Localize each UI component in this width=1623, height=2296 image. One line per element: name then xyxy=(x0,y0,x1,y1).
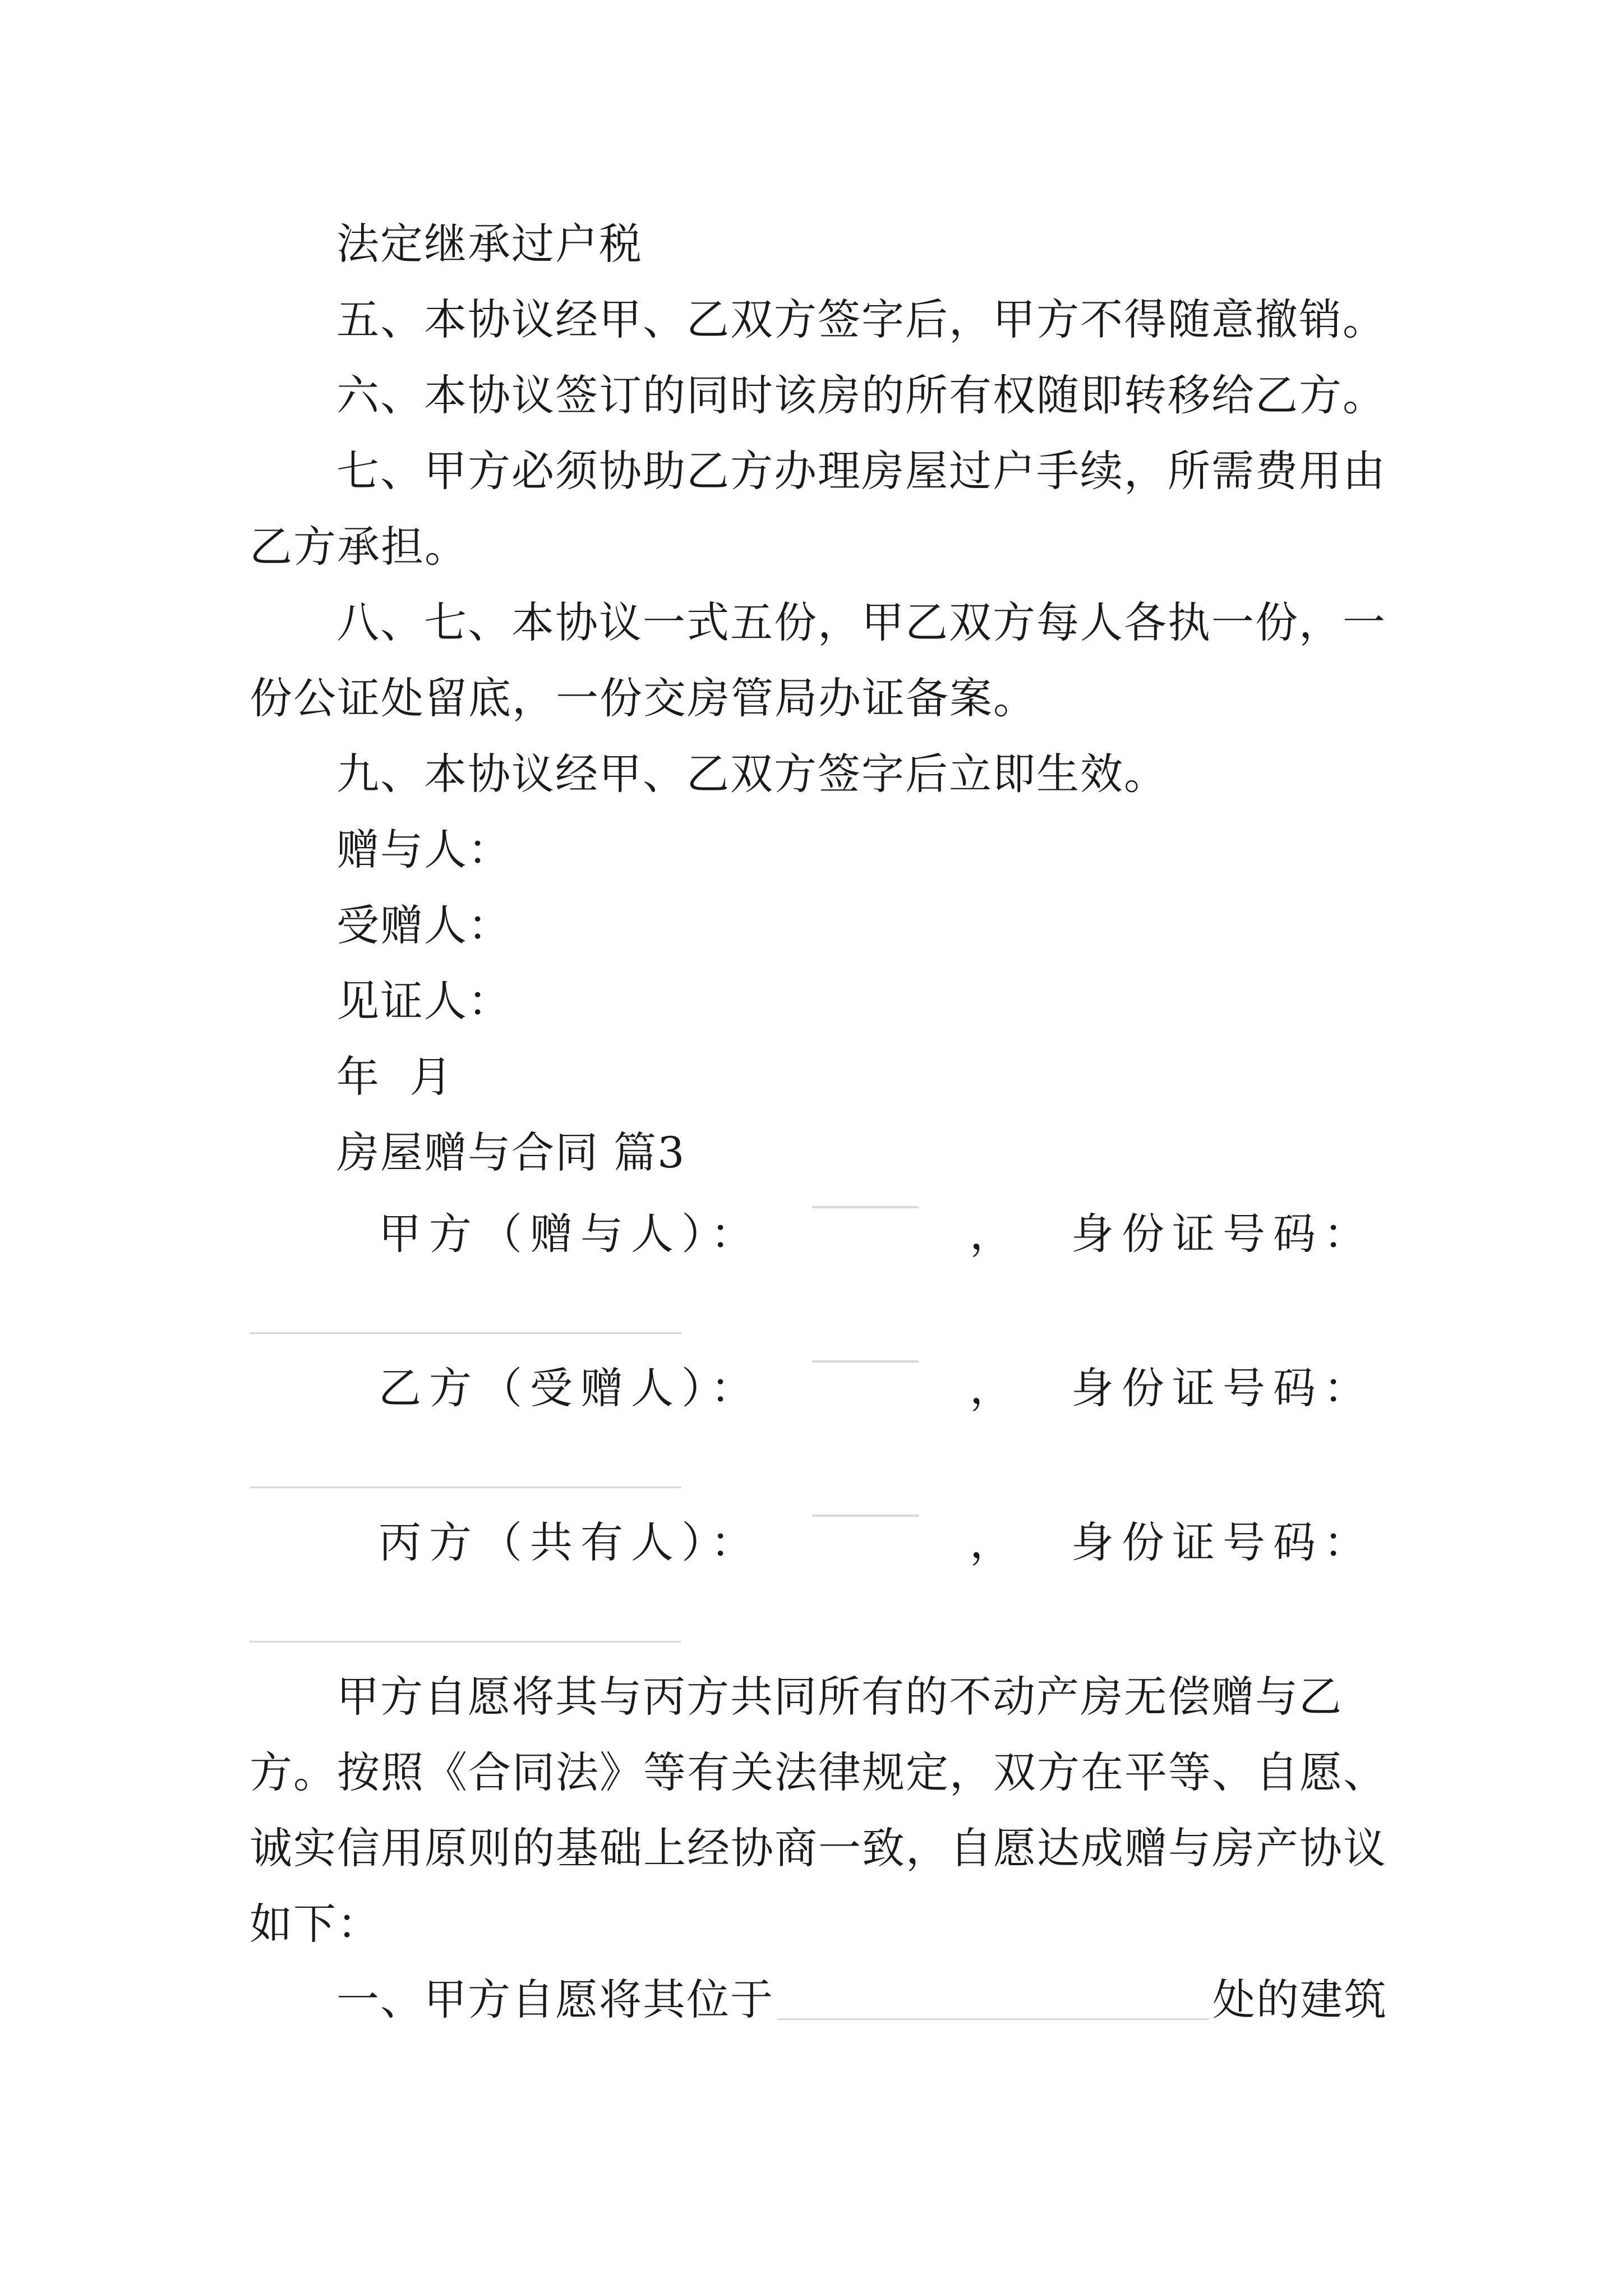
signature-label-donee: 受赠人： xyxy=(336,900,511,950)
intro-line: 诚实信用原则的基础上经协商一致，自愿达成赠与房产协议 xyxy=(250,1823,1387,1873)
intro-line: 甲方自愿将其与丙方共同所有的不动产房无偿赠与乙 xyxy=(336,1672,1343,1722)
id-number-label: 身份证号码： xyxy=(1071,1517,1374,1567)
text-line: 五、本协议经甲、乙双方签字后，甲方不得随意撤销。 xyxy=(336,295,1386,344)
comma: ， xyxy=(970,1517,1020,1567)
party-b-id-blank[interactable] xyxy=(250,1487,681,1488)
party-a-label: 甲方（赠与人）： xyxy=(379,1209,761,1259)
comma: ， xyxy=(970,1209,1020,1259)
party-b-label: 乙方（受赠人）： xyxy=(379,1363,761,1413)
clause-1-line xyxy=(336,1972,1387,2028)
section-title: 房屋赠与合同 篇3 xyxy=(336,1128,686,1177)
intro-line: 如下： xyxy=(250,1899,381,1949)
date-line: 年 月 xyxy=(336,1052,454,1102)
signature-label-witness: 见证人： xyxy=(336,976,511,1026)
party-b-row xyxy=(379,1360,1374,1416)
id-number-label: 身份证号码： xyxy=(1071,1209,1374,1259)
party-a-row xyxy=(379,1206,1374,1262)
text-line: 九、本协议经甲、乙双方签字后立即生效。 xyxy=(336,749,1168,799)
clause-1-text: 一、甲方自愿将其位于 xyxy=(336,1975,774,2024)
party-c-row xyxy=(379,1515,1374,1571)
party-c-name-blank[interactable] xyxy=(812,1515,919,1517)
id-number-label: 身份证号码： xyxy=(1071,1363,1374,1413)
party-b-name-blank[interactable] xyxy=(812,1360,919,1363)
party-c-label: 丙方（共有人）： xyxy=(379,1517,761,1567)
comma: ， xyxy=(970,1363,1020,1413)
text-line: 乙方承担。 xyxy=(250,522,468,572)
text-line: 六、本协议签订的同时该房的所有权随即转移给乙方。 xyxy=(336,370,1386,420)
party-a-name-blank[interactable] xyxy=(812,1206,919,1208)
party-c-id-blank[interactable] xyxy=(250,1641,681,1642)
intro-line: 方。按照《合同法》等有关法律规定，双方在平等、自愿、 xyxy=(250,1747,1387,1797)
property-location-blank[interactable] xyxy=(777,2018,1209,2020)
clause-1-text-end: 处的建筑 xyxy=(1212,1975,1387,2024)
party-a-id-blank[interactable] xyxy=(250,1332,681,1334)
text-line: 份公证处留底，一份交房管局办证备案。 xyxy=(250,673,1037,723)
signature-label-donor: 赠与人： xyxy=(336,825,511,875)
text-line: 七、甲方必须协助乙方办理房屋过户手续，所需费用由 xyxy=(336,446,1386,496)
text-line: 法定继承过户税 xyxy=(336,219,643,269)
text-line: 八、七、本协议一式五份，甲乙双方每人各执一份，一 xyxy=(336,597,1386,647)
